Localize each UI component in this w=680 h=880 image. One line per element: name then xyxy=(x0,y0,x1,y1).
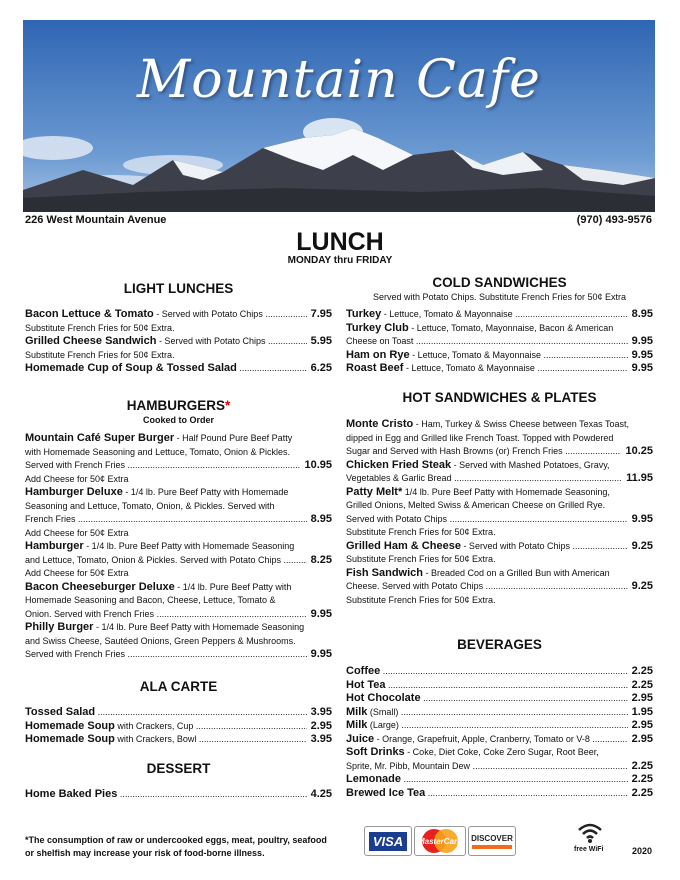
item-name: Philly Burger xyxy=(25,621,94,633)
item-desc-line: Hamburger - 1/4 lb. Pure Beef Patty with Homemade Seasoning xyxy=(25,540,295,552)
cold-sandwiches-subtitle: Served with Potato Chips. Substitute French Fries for 50¢ Extra xyxy=(372,292,627,302)
menu-item xyxy=(346,418,653,459)
menu-item xyxy=(346,746,653,773)
item-desc-last: Sugar and Served with Hash Browns (or) French Fries ..... xyxy=(346,445,621,459)
item-name: Monte Cristo xyxy=(346,418,414,430)
item-price: 2.95 xyxy=(631,732,653,745)
dessert-heading: DESSERT xyxy=(146,761,211,776)
item-desc-line: Chicken Fried Steak - Served with Mashed Potatoes, Gravy, xyxy=(346,458,610,471)
header-banner xyxy=(23,20,655,212)
beverages-list xyxy=(346,665,653,800)
visa-logo xyxy=(364,826,412,856)
item-price: 2.95 xyxy=(310,719,332,732)
item-line: Roast Beef - Lettuce, Tomato & Mayonnaise ..... xyxy=(346,362,628,376)
item-desc-line: Seasoning and Lettuce, Tomato, Onion, & Pickles. Served with xyxy=(25,500,275,511)
item-price-row xyxy=(346,349,653,363)
item-desc-line: Turkey Club - Lettuce, Tomato, Mayonnaise, Bacon & American xyxy=(346,321,614,334)
item-line xyxy=(346,665,628,679)
menu-item xyxy=(25,540,332,567)
item-price-row xyxy=(346,760,653,774)
item-price-row xyxy=(346,706,653,720)
item-desc-line: Soft Drinks - Coke, Diet Coke, Coke Zero Sugar, Root Beer, xyxy=(346,746,599,758)
item-price-row xyxy=(346,335,653,349)
item-name: Bacon Cheeseburger Deluxe xyxy=(25,580,175,593)
dessert-list xyxy=(25,788,332,802)
item-desc-last: Served with French Fries ..... xyxy=(25,648,307,662)
item-line xyxy=(346,692,628,706)
item-name: Milk xyxy=(346,705,368,718)
item-desc-line: dipped in Egg and Grilled like French Toast. Topped with Powdered xyxy=(346,432,614,443)
item-desc-last: Served with French Fries ..... xyxy=(25,459,300,473)
hamburgers-heading: HAMBURGERS* xyxy=(126,398,231,413)
menu-item xyxy=(25,706,332,720)
item-note: Substitute French Fries for 50¢ Extra. xyxy=(346,527,496,537)
discover-stripe xyxy=(472,845,512,849)
item-price-row xyxy=(346,773,653,787)
menu-item xyxy=(346,459,653,486)
item-desc-line: Monte Cristo - Ham, Turkey & Swiss Cheese between Texas Toast, xyxy=(346,418,629,430)
item-price: 9.95 xyxy=(310,648,332,660)
item-note: Add Cheese for 50¢ Extra xyxy=(25,527,129,538)
item-line: Turkey - Lettuce, Tomato & Mayonnaise ..... xyxy=(346,308,628,322)
item-price-row xyxy=(346,679,653,693)
discover-text: DISCOVER xyxy=(471,833,513,843)
address: 226 West Mountain Avenue xyxy=(25,214,167,226)
item-price-row xyxy=(25,706,332,720)
menu-item xyxy=(346,308,653,322)
wifi-icon xyxy=(577,822,603,844)
item-line: Grilled Cheese Sandwich - Served with Potato Chips ..... xyxy=(25,335,307,349)
mastercard-text: MasterCard xyxy=(417,836,462,846)
item-desc-last: Served with Potato Chips ..... xyxy=(346,513,628,527)
hot-sandwiches-heading: HOT SANDWICHES & PLATES xyxy=(402,390,597,405)
food-warning-line1: *The consumption of raw or undercooked eggs, meat, poultry, seafood xyxy=(25,835,327,845)
cafe-name-title: Mountain Cafe xyxy=(137,50,541,110)
menu-item xyxy=(346,773,653,787)
item-note: Substitute French Fries for 50¢ Extra. xyxy=(25,349,175,360)
item-line xyxy=(346,679,628,693)
item-price: 10.25 xyxy=(625,445,653,457)
item-line: Milk (Large) ..... xyxy=(346,719,628,733)
menu-item xyxy=(346,706,653,720)
menu-item xyxy=(346,567,653,594)
menu-item xyxy=(25,335,332,349)
item-price: 2.25 xyxy=(631,786,653,799)
item-desc-last: Vegetables & Garlic Bread ..... xyxy=(346,472,622,486)
item-desc-last: Sprite, Mr. Pibb, Mountain Dew ..... xyxy=(346,760,628,774)
item-name: Turkey xyxy=(346,308,382,320)
item-line: Milk (Small) ..... xyxy=(346,706,628,720)
item-name: Bacon Lettuce & Tomato xyxy=(25,308,154,320)
item-name: Ham on Rye xyxy=(346,348,410,361)
light-lunches-heading: LIGHT LUNCHES xyxy=(123,281,234,296)
menu-item xyxy=(346,679,653,693)
menu-item xyxy=(25,788,332,802)
hot-sandwiches-list xyxy=(346,418,653,607)
item-name: Roast Beef xyxy=(346,362,404,374)
item-price-row xyxy=(346,580,653,594)
menu-item xyxy=(25,733,332,747)
item-name: Juice xyxy=(346,732,375,745)
item-price: 9.95 xyxy=(631,512,653,525)
item-desc-last: Onion. Served with French Fries ..... xyxy=(25,608,307,622)
item-price: 3.95 xyxy=(310,706,332,718)
beverages-heading: BEVERAGES xyxy=(457,637,542,652)
menu-item xyxy=(346,665,653,679)
menu-item xyxy=(346,486,653,527)
item-price: 8.25 xyxy=(310,553,332,566)
food-warning xyxy=(25,834,327,860)
item-name: Mountain Café Super Burger xyxy=(25,432,175,444)
menu-item xyxy=(346,692,653,706)
cold-sandwiches-heading: COLD SANDWICHES xyxy=(432,275,567,290)
item-price-row xyxy=(25,648,332,662)
item-name: Hamburger xyxy=(25,540,84,552)
item-price: 2.95 xyxy=(631,719,653,731)
item-price: 7.95 xyxy=(310,308,332,320)
item-price: 3.95 xyxy=(310,733,332,745)
item-price: 2.95 xyxy=(631,692,653,704)
item-name: Coffee xyxy=(346,665,381,677)
item-price-row xyxy=(25,720,332,734)
item-price-row xyxy=(25,362,332,376)
food-warning-line2: or shelfish may increase your risk of food-borne illness. xyxy=(25,848,265,858)
item-name: Homemade Soup xyxy=(25,733,115,745)
item-line: Homemade Soup with Crackers, Cup ..... xyxy=(25,720,307,734)
item-price: 9.95 xyxy=(631,348,653,361)
item-price-row xyxy=(25,788,332,802)
item-desc-line: with Homemade Seasoning and Lettuce, Tomato, Onion & Pickles. xyxy=(25,446,290,457)
item-price-row xyxy=(346,362,653,376)
item-desc-last: Cheese on Toast ..... xyxy=(346,335,628,349)
item-desc-last: French Fries ..... xyxy=(25,513,307,527)
menu-item xyxy=(25,621,332,662)
item-price-row xyxy=(346,692,653,706)
visa-text: VISA xyxy=(369,832,407,851)
item-price-row xyxy=(25,608,332,622)
item-name: Patty Melt* xyxy=(346,485,403,498)
item-line xyxy=(25,362,307,376)
item-desc-line: Patty Melt* 1/4 lb. Pure Beef Patty with Homemade Seasoning, xyxy=(346,485,610,498)
item-price: 1.95 xyxy=(631,705,653,718)
item-line xyxy=(25,706,307,720)
phone: (970) 493-9576 xyxy=(576,214,652,226)
item-desc-last: and Lettuce, Tomato, Onion & Pickles. Served with Potato Chips ..... xyxy=(25,554,307,568)
item-desc-last: Cheese. Served with Potato Chips ..... xyxy=(346,580,628,594)
item-name: Hamburger Deluxe xyxy=(25,486,123,498)
item-line: Homemade Soup with Crackers, Bowl ..... xyxy=(25,733,307,747)
item-name: Hot Chocolate xyxy=(346,692,421,704)
item-line xyxy=(25,788,307,802)
item-name: Brewed Ice Tea xyxy=(346,786,426,799)
item-name: Home Baked Pies xyxy=(25,788,118,800)
menu-item xyxy=(25,308,332,322)
item-note: Add Cheese for 50¢ Extra xyxy=(25,568,129,578)
menu-item xyxy=(346,540,653,554)
item-name: Turkey Club xyxy=(346,321,409,334)
item-price: 11.95 xyxy=(626,472,653,484)
item-price: 9.95 xyxy=(310,607,332,620)
menu-item xyxy=(346,349,653,363)
item-name: Hot Tea xyxy=(346,678,386,691)
item-name: Homemade Cup of Soup & Tossed Salad xyxy=(25,362,237,374)
item-price-row xyxy=(346,472,653,486)
item-price-row xyxy=(346,308,653,322)
menu-item xyxy=(346,733,653,747)
menu-item xyxy=(25,581,332,622)
item-price-row xyxy=(346,719,653,733)
item-note: Add Cheese for 50¢ Extra xyxy=(25,473,129,484)
asterisk-mark: * xyxy=(225,398,231,413)
ala-carte-heading: ALA CARTE xyxy=(139,679,218,694)
menu-item xyxy=(346,787,653,801)
menu-item xyxy=(25,362,332,376)
mountain-image xyxy=(23,20,655,212)
item-price-row xyxy=(346,540,653,554)
item-price: 9.25 xyxy=(631,539,653,552)
item-price-row xyxy=(346,445,653,459)
wifi-label: free WiFi xyxy=(574,846,604,853)
item-price-row xyxy=(346,733,653,747)
item-desc-line: Bacon Cheeseburger Deluxe - 1/4 lb. Pure Beef Patty with xyxy=(25,580,292,593)
item-price-row xyxy=(346,513,653,527)
item-price: 2.25 xyxy=(631,665,653,677)
item-name: Grilled Ham & Cheese xyxy=(346,539,461,552)
item-name: Milk xyxy=(346,719,368,731)
item-price: 4.25 xyxy=(310,788,332,800)
item-price-row xyxy=(25,459,332,473)
item-name: Grilled Cheese Sandwich xyxy=(25,335,157,347)
item-name: Tossed Salad xyxy=(25,706,96,718)
menu-item xyxy=(346,719,653,733)
menu-item xyxy=(25,720,332,734)
item-price-row xyxy=(25,733,332,747)
item-price-row xyxy=(25,554,332,568)
item-price: 9.25 xyxy=(631,580,653,592)
item-name: Lemonade xyxy=(346,773,402,785)
menu-item xyxy=(346,322,653,349)
item-line xyxy=(346,773,628,787)
item-desc-line: Homemade Seasoning and Bacon, Cheese, Lettuce, Tomato & xyxy=(25,595,276,605)
item-price: 2.25 xyxy=(631,678,653,691)
item-price: 10.95 xyxy=(304,459,332,471)
ala-carte-list xyxy=(25,706,332,747)
menu-item xyxy=(25,486,332,527)
item-name: Soft Drinks xyxy=(346,746,405,758)
item-price: 5.95 xyxy=(310,335,332,347)
year-label: 2020 xyxy=(632,846,653,856)
item-desc-line: Hamburger Deluxe - 1/4 lb. Pure Beef Patty with Homemade xyxy=(25,486,289,498)
item-desc-line: Grilled Onions, Melted Swiss & American Cheese on Grilled Rye. xyxy=(346,500,606,510)
item-line: Grilled Ham & Cheese - Served with Potato Chips ..... xyxy=(346,540,628,554)
item-name: Chicken Fried Steak xyxy=(346,458,452,471)
item-price: 2.25 xyxy=(631,759,653,772)
light-lunches-list xyxy=(25,308,332,376)
item-price: 9.95 xyxy=(631,335,653,347)
item-name: Fish Sandwich xyxy=(346,566,424,579)
item-line: Bacon Lettuce & Tomato - Served with Potato Chips ..... xyxy=(25,308,307,322)
item-line: Juice - Orange, Grapefruit, Apple, Cranberry, Tomato or V-8 ..... xyxy=(346,733,628,747)
menu-days: MONDAY thru FRIDAY xyxy=(287,255,393,266)
item-price: 2.25 xyxy=(631,773,653,785)
hamburgers-list xyxy=(25,432,332,662)
item-price: 8.95 xyxy=(310,513,332,525)
item-line: Ham on Rye - Lettuce, Tomato & Mayonnaise ..... xyxy=(346,349,628,363)
item-price: 6.25 xyxy=(310,362,332,374)
item-note: Substitute French Fries for 50¢ Extra. xyxy=(346,554,496,564)
item-price-row xyxy=(25,308,332,322)
cold-sandwiches-list xyxy=(346,308,653,376)
hamburgers-subtitle: Cooked to Order xyxy=(142,415,214,425)
discover-logo xyxy=(468,826,516,856)
item-price-row xyxy=(346,665,653,679)
item-price-row xyxy=(346,787,653,801)
item-price: 9.95 xyxy=(631,362,653,374)
item-desc-line: Fish Sandwich - Breaded Cod on a Grilled Bun with American xyxy=(346,566,610,579)
item-note: Substitute French Fries for 50¢ Extra. xyxy=(346,594,496,605)
item-name: Homemade Soup xyxy=(25,719,115,732)
item-price-row xyxy=(25,513,332,527)
item-note: Substitute French Fries for 50¢ Extra. xyxy=(25,322,175,333)
item-price-row xyxy=(25,335,332,349)
item-line xyxy=(346,787,628,801)
item-desc-line: Philly Burger - 1/4 lb. Pure Beef Patty with Homemade Seasoning xyxy=(25,621,305,633)
menu-title: LUNCH xyxy=(296,228,384,256)
menu-item xyxy=(25,432,332,473)
menu-item xyxy=(346,362,653,376)
item-price: 8.95 xyxy=(631,308,653,320)
item-desc-line: Mountain Café Super Burger - Half Pound Pure Beef Patty xyxy=(25,432,293,444)
mastercard-logo xyxy=(414,826,466,856)
item-desc-line: and Swiss Cheese, Sautéed Onions, Green Peppers & Mushrooms. xyxy=(25,635,296,646)
